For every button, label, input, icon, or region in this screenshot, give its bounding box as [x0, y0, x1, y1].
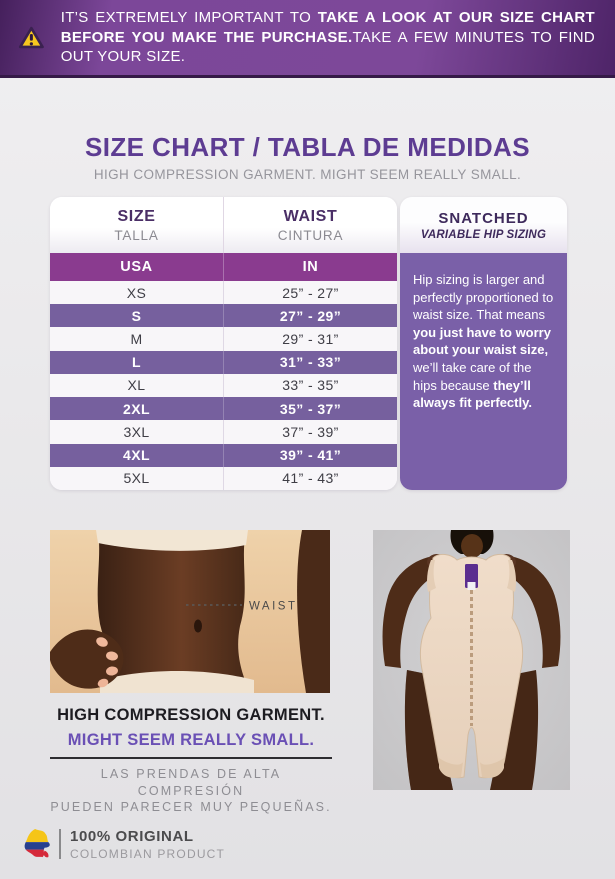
warning-banner — [0, 0, 615, 78]
badge-divider — [59, 829, 61, 859]
size-cell: XS — [50, 281, 224, 304]
waist-cell: 25” - 27” — [282, 284, 339, 301]
hip-panel-header — [400, 197, 567, 253]
divider-line — [50, 757, 332, 759]
page-subtitle: HIGH COMPRESSION GARMENT. MIGHT SEEM REALLY SMALL. — [93, 167, 522, 182]
garment-photo-illustration — [373, 530, 570, 790]
origin-badge — [22, 827, 225, 861]
waist-cell: 41” - 43” — [282, 470, 339, 487]
colombia-map-icon — [22, 827, 52, 861]
title-block — [0, 132, 615, 182]
banner-text-bold: TAKE A LOOK AT OUR SIZE CHART BEFORE YOU MAKE THE PURCHASE. — [60, 9, 595, 46]
hip-panel-text: Hip sizing is larger and perfectly proportioned to waist size. That means — [413, 272, 554, 323]
compression-note-es-line1: LAS PRENDAS DE ALTA COMPRESIÓN — [100, 767, 282, 798]
size-cell: M — [50, 327, 224, 350]
size-chart-cards — [50, 197, 567, 490]
hip-panel-text: we’ll take care of the hips because — [413, 359, 532, 393]
table-row — [50, 327, 397, 350]
table-row — [50, 467, 397, 490]
waist-cell: 39” - 41” — [279, 447, 342, 464]
waist-cell: 29” - 31” — [282, 331, 339, 348]
column-header-waist-es: CINTURA — [277, 227, 344, 243]
size-table-body — [50, 281, 397, 490]
size-cell: 3XL — [50, 420, 224, 443]
hip-panel-title: SNATCHED — [438, 209, 529, 227]
unit-size: USA — [50, 253, 224, 281]
table-row — [50, 351, 397, 374]
badge-colombian-label: COLOMBIAN PRODUCT — [70, 846, 226, 861]
waist-cell: 27” - 29” — [279, 307, 342, 324]
waist-cell: 31” - 33” — [279, 354, 342, 371]
badge-original-label: 100% ORIGINAL — [70, 827, 194, 845]
garment-photo — [373, 530, 570, 790]
table-row — [50, 444, 397, 467]
column-header-size-en: SIZE — [117, 207, 156, 225]
compression-note-es-line2: PUEDEN PARECER MUY PEQUEÑAS. — [50, 800, 332, 814]
page-title: SIZE CHART / TABLA DE MEDIDAS — [85, 132, 530, 162]
waist-cell: 35” - 37” — [279, 400, 342, 417]
banner-text-normal-2: TAKE A FEW MINUTES TO FIND OUT YOUR SIZE. — [60, 28, 595, 66]
table-row — [50, 304, 397, 327]
size-cell: XL — [50, 374, 224, 397]
table-row — [50, 281, 397, 304]
hip-panel-subtitle: VARIABLE HIP SIZING — [420, 228, 547, 241]
column-header-waist — [224, 197, 397, 253]
waist-photo — [50, 530, 330, 693]
banner-text — [61, 8, 595, 67]
waist-cell: 37” - 39” — [282, 423, 339, 440]
waist-label: WAIST — [249, 600, 298, 613]
size-cell: L — [50, 351, 224, 374]
hip-panel-text-bold: you just have to worry about your waist size, — [413, 324, 551, 358]
column-header-size-es: TALLA — [114, 227, 159, 243]
table-row — [50, 397, 397, 420]
unit-waist: IN — [302, 259, 319, 275]
table-row — [50, 374, 397, 397]
hip-sizing-panel — [400, 197, 567, 490]
unit-row — [50, 253, 397, 281]
size-cell: 2XL — [50, 397, 224, 420]
size-table-header — [50, 197, 397, 253]
column-header-waist-en: WAIST — [283, 207, 338, 225]
warning-triangle-icon — [18, 12, 45, 64]
compression-note-en-line2: MIGHT SEEM REALLY SMALL. — [67, 731, 315, 749]
size-cell: S — [50, 304, 224, 327]
waist-photo-illustration — [50, 530, 330, 693]
compression-note — [50, 706, 332, 816]
table-row — [50, 420, 397, 443]
waist-cell: 33” - 35” — [282, 377, 339, 394]
size-cell: 4XL — [50, 444, 224, 467]
size-cell: 5XL — [50, 467, 224, 490]
compression-note-en-line1: HIGH COMPRESSION GARMENT. — [57, 706, 325, 724]
column-header-size — [50, 197, 224, 253]
hip-panel-text-bold: they’ll always fit perfectly. — [413, 377, 532, 411]
size-table — [50, 197, 397, 490]
banner-text-normal-1: IT’S EXTREMELY IMPORTANT TO — [60, 9, 318, 27]
hip-panel-body — [400, 253, 567, 490]
